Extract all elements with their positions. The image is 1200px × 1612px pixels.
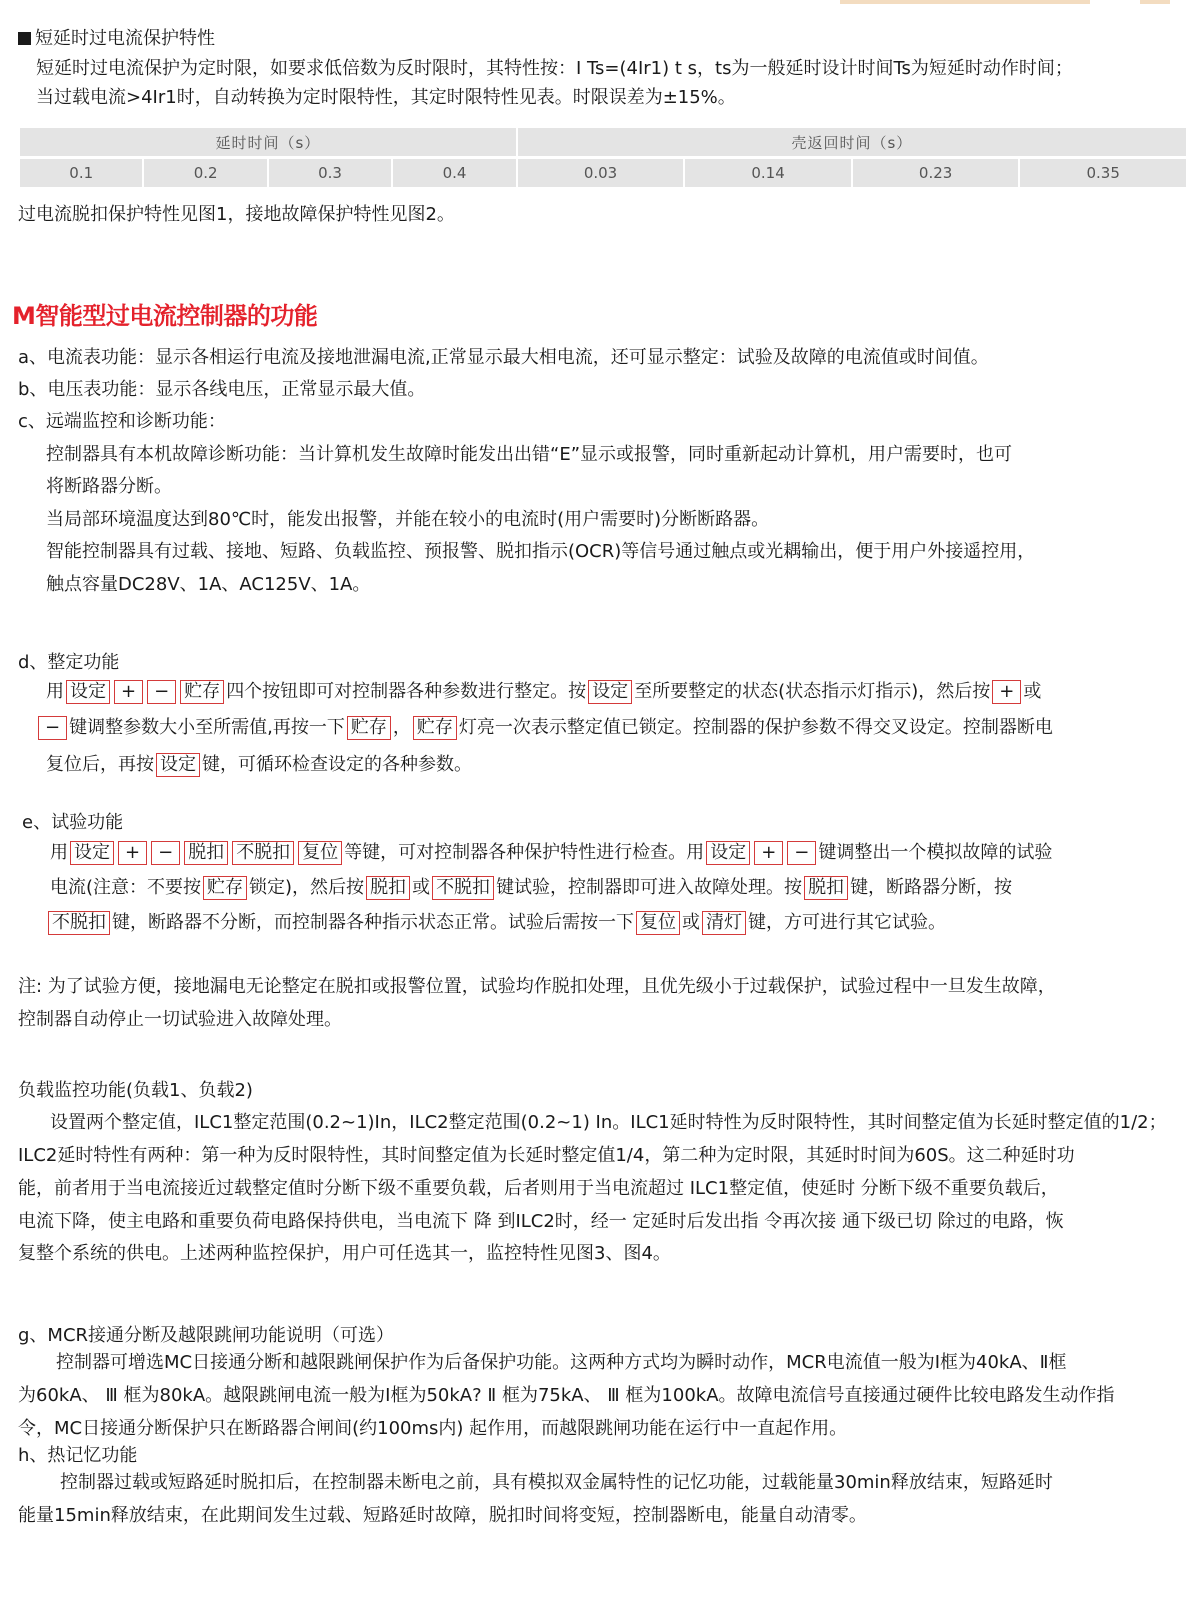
table-cell: 0.3: [269, 159, 391, 187]
func-f-line-1: 设置两个整定值，ILC1整定范围(0.2~1)In，ILC2整定范围(0.2~1) In。ILC1延时特性为反时限特性，其时间整定值为长延时整定值的1/2；: [50, 1112, 1167, 1133]
func-d-title: d、整定功能: [18, 652, 120, 673]
func-f-line-5: 复整个系统的供电。上述两种监控保护，用户可任选其一，监控特性见图3、图4。: [18, 1243, 671, 1264]
text: 用: [46, 681, 64, 702]
square-bullet-icon: [18, 32, 31, 45]
table-cell: 0.1: [20, 159, 142, 187]
text: ，: [392, 717, 411, 738]
text: 四个按钮即可对控制器各种参数进行整定。按: [226, 681, 587, 702]
func-f-line-4: 电流下降，使主电路和重要负荷电路保持供电，当电流下 降 到ILC2时，经一 定延时后发出指 令再次接 通下级已切 除过的电路，恢: [18, 1211, 1064, 1232]
text: 键，断路器不分断，而控制器各种指示状态正常。试验后需按一下: [112, 912, 634, 933]
text: 复位后，再按: [46, 754, 154, 775]
text: 键调整参数大小至所需值,再按一下: [69, 717, 345, 738]
note-line-1: 注: 为了试验方便，接地漏电无论整定在脱扣或报警位置，试验均作脱扣处理，且优先级小于过载保护，试验过程中一旦发生故障，: [18, 976, 1056, 997]
table-cell: 0.23: [853, 159, 1019, 187]
trip-key: 脱扣: [184, 841, 228, 865]
minus-key: −: [147, 680, 176, 704]
top-decoration-small: [1140, 0, 1170, 4]
func-g-line-2: 为60kA、 Ⅲ 框为80kA。越限跳闸电流一般为Ⅰ框为50kA? Ⅱ 框为75kA、 Ⅲ 框为100kA。故障电流信号直接通过硬件比较电路发生动作指: [18, 1385, 1115, 1406]
section-title-short-delay: [18, 26, 215, 52]
short-delay-paragraph-2: 当过载电流>4Ir1时，自动转换为定时限特性，其定时限特性见表。时限误差为±15%。: [36, 87, 736, 108]
table-cell: 0.4: [393, 159, 516, 187]
text: 或: [412, 877, 431, 898]
set-key: 设定: [706, 841, 750, 865]
minus-key: −: [151, 841, 180, 865]
func-c-title: c、远端监控和诊断功能：: [18, 411, 226, 432]
no-trip-key: 不脱扣: [232, 841, 294, 865]
header-delay-time: 延时时间（s）: [20, 128, 516, 156]
page-heading: M智能型过电流控制器的功能: [12, 302, 318, 330]
note-line-2: 控制器自动停止一切试验进入故障处理。: [18, 1009, 342, 1030]
func-g-title: g、MCR接通分断及越限跳闸功能说明（可选）: [18, 1325, 395, 1346]
func-f-title: 负载监控功能(负载1、负载2): [18, 1080, 253, 1101]
no-trip-key: 不脱扣: [48, 911, 110, 935]
table-cell: 0.14: [685, 159, 851, 187]
text: 电流(注意：不要按: [50, 877, 202, 898]
text: 键试验，控制器即可进入故障处理。按: [496, 877, 803, 898]
func-a-ammeter: a、电流表功能：显示各相运行电流及接地泄漏电流,正常显示最大相电流，还可显示整定：试验及故障的电流值或时间值。: [18, 347, 989, 368]
func-h-line-2: 能量15min释放结束，在此期间发生过载、短路延时故障，脱扣时间将变短，控制器断电，能量自动清零。: [18, 1505, 867, 1526]
set-key: 设定: [66, 680, 110, 704]
text: 键，方可进行其它试验。: [748, 912, 946, 933]
func-e-line-2: [50, 875, 1012, 901]
func-e-title: e、试验功能: [22, 812, 124, 833]
reset-key: 复位: [298, 841, 342, 865]
reset-key: 复位: [636, 911, 680, 935]
text: 键调整出一个模拟故障的试验: [818, 842, 1053, 863]
func-c-line-3: 当局部环境温度达到80℃时，能发出报警，并能在较小的电流时(用户需要时)分断断路器。: [46, 509, 770, 530]
store-key: 贮存: [413, 716, 457, 740]
minus-key: −: [38, 716, 67, 740]
top-decoration: [840, 0, 1090, 4]
delay-time-table: [18, 125, 1188, 190]
text: 键，可循环检查设定的各种参数。: [202, 754, 472, 775]
func-d-line-2: [36, 715, 1053, 741]
func-e-line-1: [50, 840, 1052, 866]
plus-key: +: [754, 841, 783, 865]
clear-light-key: 清灯: [702, 911, 746, 935]
func-d-line-1: [46, 679, 1041, 705]
set-key: 设定: [588, 680, 632, 704]
store-key: 贮存: [347, 716, 391, 740]
func-g-line-1: 控制器可增选MC日接通分断和越限跳闸保护作为后备保护功能。这两种方式均为瞬时动作，MCR电流值一般为Ⅰ框为40kA、Ⅱ框: [56, 1352, 1067, 1373]
func-c-line-2: 将断路器分断。: [46, 476, 172, 497]
section-title-text: 短延时过电流保护特性: [35, 28, 215, 49]
text: 灯亮一次表示整定值已锁定。控制器的保护参数不得交叉设定。控制器断电: [458, 717, 1053, 738]
text: 或: [682, 912, 700, 933]
func-c-line-1: 控制器具有本机故障诊断功能：当计算机发生故障时能发出出错“E”显示或报警，同时重新起动计算机，用户需要时，也可: [46, 444, 1013, 465]
short-delay-paragraph-1: 短延时过电流保护为定时限，如要求低倍数为反时限时，其特性按：I Ts=(4Ir1) t s，ts为一般延时设计时间Ts为短延时动作时间；: [36, 58, 1073, 79]
func-f-line-2: ILC2延时特性有两种：第一种为反时限特性，其时间整定值为长延时整定值1/4，第二种为定时限，其延时时间为60S。这二种延时功: [18, 1145, 1075, 1166]
table-cell: 0.03: [518, 159, 684, 187]
func-h-line-1: 控制器过载或短路延时脱扣后，在控制器未断电之前，具有模拟双金属特性的记忆功能，过载能量30min释放结束，短路延时: [60, 1472, 1053, 1493]
trip-key: 脱扣: [804, 876, 848, 900]
func-c-line-5: 触点容量DC28V、1A、AC125V、1A。: [46, 574, 371, 595]
func-d-line-3: [46, 752, 472, 778]
plus-key: +: [118, 841, 147, 865]
text: 等键，可对控制器各种保护特性进行检查。用: [344, 842, 705, 863]
set-key: 设定: [156, 753, 200, 777]
text: 至所要整定的状态(状态指示灯指示)，然后按: [634, 681, 991, 702]
minus-key: −: [787, 841, 816, 865]
set-key: 设定: [70, 841, 114, 865]
store-key: 贮存: [203, 876, 247, 900]
func-b-voltmeter: b、电压表功能：显示各线电压，正常显示最大值。: [18, 379, 426, 400]
plus-key: +: [114, 680, 143, 704]
func-c-line-4: 智能控制器具有过载、接地、短路、负载监控、预报警、脱扣指示(OCR)等信号通过触点或光耦输出，便于用户外接遥控用，: [46, 541, 1036, 562]
text: 键，断路器分断，按: [850, 877, 1013, 898]
text: 锁定)，然后按: [249, 877, 365, 898]
func-h-title: h、热记忆功能: [18, 1445, 138, 1466]
func-e-line-3: [46, 910, 946, 936]
header-return-time: 壳返回时间（s）: [518, 128, 1186, 156]
func-f-line-3: 能，前者用于当电流接近过载整定值时分断下级不重要负载，后者则用于当电流超过 ILC1整定值，使延时 分断下级不重要负载后，: [18, 1178, 1059, 1199]
text: 用: [50, 842, 68, 863]
text: 或: [1023, 681, 1042, 702]
no-trip-key: 不脱扣: [432, 876, 494, 900]
table-cell: 0.2: [144, 159, 266, 187]
figure-reference-note: 过电流脱扣保护特性见图1，接地故障保护特性见图2。: [18, 204, 455, 225]
store-key: 贮存: [180, 680, 224, 704]
plus-key: +: [992, 680, 1021, 704]
func-g-line-3: 令，MC日接通分断保护只在断路器合闸间(约100ms内) 起作用，而越限跳闸功能在运行中一直起作用。: [18, 1418, 848, 1439]
trip-key: 脱扣: [366, 876, 410, 900]
table-cell: 0.35: [1020, 159, 1186, 187]
